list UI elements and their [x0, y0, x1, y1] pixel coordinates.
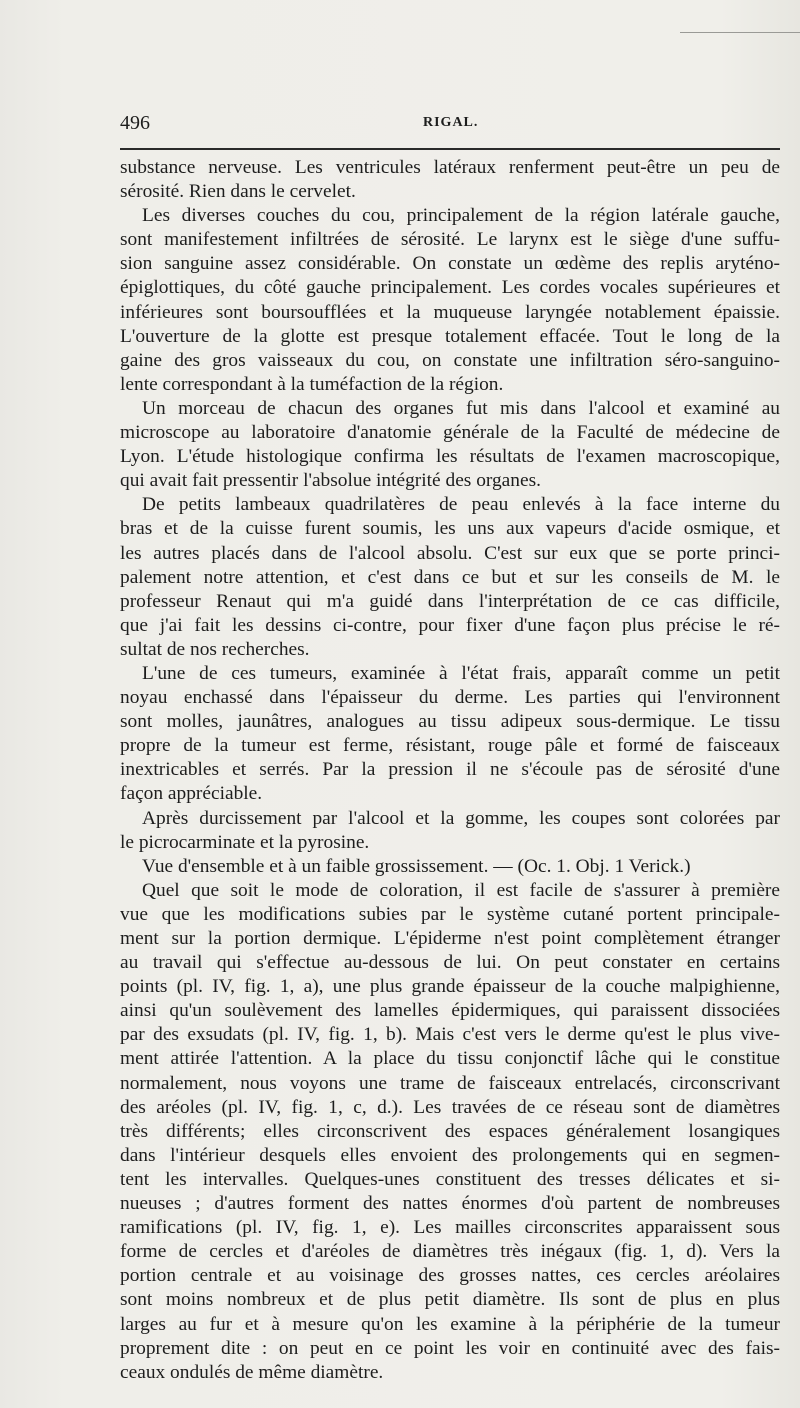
- text-line: L'une de ces tumeurs, examinée à l'état frais, apparaît comme un petit: [142, 662, 780, 684]
- text-line: L'ouverture de la glotte est presque totalement effacée. Tout le long de la: [120, 325, 780, 347]
- text-line: tent les intervalles. Quelques-unes constituent des tresses délicates et si-: [120, 1168, 780, 1190]
- top-edge-rule: [680, 32, 800, 33]
- text-line: que j'ai fait les dessins ci-contre, pour fixer d'une façon plus précise le ré-: [120, 614, 780, 636]
- text-line: ainsi qu'un soulèvement des lamelles épidermiques, qui paraissent dissociées: [120, 1000, 780, 1022]
- text-line: par des exsudats (pl. IV, fig. 1, b). Mais c'est vers le derme qu'est le plus vive-: [120, 1024, 780, 1046]
- body-text: [120, 156, 780, 1385]
- text-line: Lyon. L'étude histologique confirma les résultats de l'examen macroscopique,: [120, 446, 780, 468]
- text-line: des aréoles (pl. IV, fig. 1, c, d.). Les travées de ce réseau sont de diamètres: [120, 1096, 780, 1118]
- text-line: professeur Renaut qui m'a guidé dans l'interprétation de ce cas difficile,: [120, 590, 780, 612]
- text-line: points (pl. IV, fig. 1, a), une plus grande épaisseur de la couche malpighienne,: [120, 976, 780, 998]
- page-number: 496: [120, 112, 150, 134]
- text-line: ment sur la portion dermique. L'épiderme n'est point complètement étranger: [120, 928, 780, 949]
- text-line: ceaux ondulés de même diamètre.: [120, 1361, 384, 1383]
- text-line: inférieures sont boursoufflées et la muqueuse laryngée notablement épaissie.: [120, 301, 780, 323]
- text-line: propre de la tumeur est ferme, résistant, rouge pâle et formé de faisceaux: [120, 735, 780, 757]
- text-line: dans l'intérieur desquels elles envoient des prolongements qui en segmen-: [120, 1144, 780, 1166]
- text-line: normalement, nous voyons une trame de faisceaux entrelacés, circonscrivant: [120, 1072, 780, 1094]
- page-header: [120, 112, 780, 138]
- text-line: qui avait fait pressentir l'absolue intégrité des organes.: [120, 470, 541, 492]
- text-line: Vue d'ensemble et à un faible grossissement. — (Oc. 1. Obj. 1 Verick.): [142, 855, 691, 877]
- text-line: Un morceau de chacun des organes fut mis dans l'alcool et examiné au: [142, 397, 780, 419]
- text-line: très différents; elles circonscrivent des espaces généralement losangiques: [120, 1120, 780, 1142]
- text-line: substance nerveuse. Les ventricules latéraux renferment peut-être un peu de: [120, 157, 780, 178]
- text-line: façon appréciable.: [120, 783, 263, 805]
- text-line: forme de cercles et d'aréoles de diamètres très inégaux (fig. 1, d). Vers la: [120, 1241, 780, 1263]
- text-line: De petits lambeaux quadrilatères de peau enlevés à la face interne du: [142, 494, 780, 516]
- text-line: sont molles, jaunâtres, analogues au tissu adipeux sous-dermique. Le tissu: [120, 711, 780, 733]
- text-line: lente correspondant à la tuméfaction de la région.: [120, 373, 504, 395]
- text-line: sultat de nos recherches.: [120, 638, 310, 660]
- text-line: gaine des gros vaisseaux du cou, on constate une infiltration séro-sanguino-: [120, 349, 780, 371]
- text-line: vue que les modifications subies par le système cutané portent principale-: [120, 903, 780, 925]
- text-line: microscope au laboratoire d'anatomie générale de la Faculté de médecine de: [120, 422, 780, 444]
- text-line: bras et de la cuisse furent soumis, les uns aux vapeurs d'acide osmique, et: [120, 518, 780, 540]
- text-line: ment attirée l'attention. A la place du tissu conjonctif lâche qui le constitue: [120, 1048, 780, 1070]
- text-line: portion centrale et au voisinage des grosses nattes, ces cercles aréolaires: [120, 1265, 780, 1287]
- text-line: épiglottiques, du côté gauche principalement. Les cordes vocales supérieures et: [120, 277, 780, 299]
- text-line: Après durcissement par l'alcool et la gomme, les coupes sont colorées par: [142, 807, 780, 829]
- text-line: proprement dite : on peut en ce point les voir en continuité avec des fais-: [120, 1337, 780, 1359]
- running-head: RIGAL.: [423, 115, 479, 130]
- text-line: sont moins nombreux et de plus petit diamètre. Ils sont de plus en plus: [120, 1289, 780, 1311]
- text-line: palement notre attention, et c'est dans ce but et sur les conseils de M. le: [120, 566, 780, 588]
- text-line: les autres placés dans de l'alcool absolu. C'est sur eux que se porte princi-: [120, 542, 780, 564]
- text-line: au travail qui s'effectue au-dessous de lui. On peut constater en certains: [120, 952, 780, 974]
- text-line: inextricables et serrés. Par la pression il ne s'écoule pas de sérosité d'une: [120, 759, 780, 781]
- text-line: noyau enchassé dans l'épaisseur du derme. Les parties qui l'environnent: [120, 687, 780, 709]
- text-line: sérosité. Rien dans le cervelet.: [120, 181, 356, 203]
- text-line: sont manifestement infiltrées de sérosité. Le larynx est le siège d'une suffu-: [120, 229, 780, 251]
- text-line: ramifications (pl. IV, fig. 1, e). Les mailles circonscrites apparaissent sous: [120, 1217, 780, 1239]
- text-line: nueuses ; d'autres forment des nattes énormes d'où partent de nombreuses: [120, 1193, 780, 1215]
- text-line: le picrocarminate et la pyrosine.: [120, 831, 370, 853]
- text-line: sion sanguine assez considérable. On constate un œdème des replis aryténo-: [120, 253, 780, 275]
- header-rule: [120, 148, 780, 150]
- text-line: larges au fur et à mesure qu'on les examine à la périphérie de la tumeur: [120, 1313, 780, 1335]
- text-line: Les diverses couches du cou, principalement de la région latérale gauche,: [142, 205, 780, 227]
- text-line: Quel que soit le mode de coloration, il est facile de s'assurer à première: [142, 879, 780, 901]
